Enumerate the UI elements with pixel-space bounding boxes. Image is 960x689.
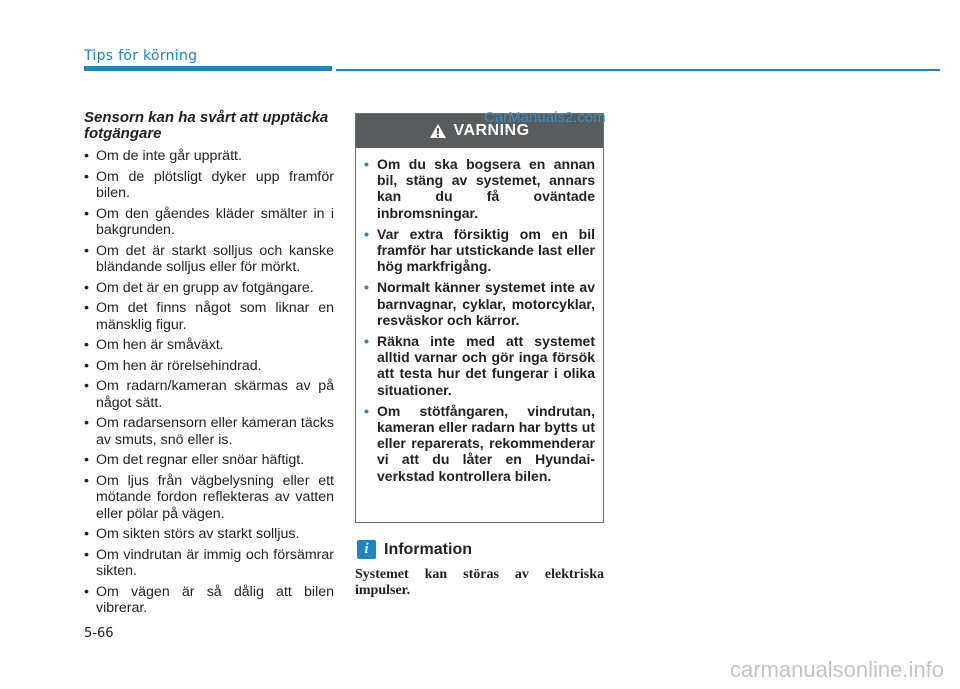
page-number: 5-66 bbox=[84, 626, 114, 641]
warning-list bbox=[356, 148, 603, 484]
header-rule-thin bbox=[336, 69, 940, 71]
list-item: • Om hen är småväxt. bbox=[84, 337, 334, 354]
information-title: Information bbox=[384, 540, 472, 558]
left-column bbox=[84, 110, 334, 621]
list-item: • Om det finns något som liknar en mänsklig figur. bbox=[84, 300, 334, 333]
information-text: Systemet kan störas av elektriska impulser. bbox=[355, 567, 604, 598]
warning-item: • Normalt känner systemet inte av barnvagnar, cyklar, motorcyklar, resväskor och kärror. bbox=[364, 279, 595, 328]
list-item: • Om hen är rörelsehindrad. bbox=[84, 358, 334, 375]
warning-title: VARNING bbox=[453, 122, 530, 139]
warning-item: • Om du ska bogsera en annan bil, stäng av systemet, annars kan du få oväntade inbromsningar. bbox=[364, 156, 595, 221]
list-item: • Om ljus från vägbelysning eller ett mötande fordon reflekteras av vatten eller pölar på vägen. bbox=[84, 473, 334, 523]
list-item: • Om de plötsligt dyker upp framför bilen. bbox=[84, 169, 334, 202]
list-item: • Om det regnar eller snöar häftigt. bbox=[84, 452, 334, 469]
list-item: • Om radarn/kameran skärmas av på något sätt. bbox=[84, 378, 334, 411]
list-item: • Om det är en grupp av fotgängare. bbox=[84, 280, 334, 297]
information-header bbox=[357, 540, 472, 559]
list-item: • Om vägen är så dålig att bilen vibrerar. bbox=[84, 584, 334, 617]
list-item: • Om de inte går upprätt. bbox=[84, 148, 334, 165]
section-title: Tips för körning bbox=[84, 48, 198, 64]
warning-item: • Var extra försiktig om en bil framför har utstickande last eller hög markfrigång. bbox=[364, 226, 595, 275]
info-icon: i bbox=[357, 540, 376, 559]
warning-item: • Räkna inte med att systemet alltid varnar och gör inga försök att testa hur det fungerar i olika situationer. bbox=[364, 333, 595, 398]
list-item: • Om sikten störs av starkt solljus. bbox=[84, 526, 334, 543]
list-item: • Om vindrutan är immig och försämrar sikten. bbox=[84, 547, 334, 580]
pedestrian-conditions-list bbox=[84, 148, 334, 617]
watermark-top: CarManuals2.com bbox=[484, 109, 606, 126]
warning-box bbox=[355, 113, 604, 523]
watermark-bottom: carmanualsonline.info bbox=[729, 657, 944, 682]
warning-triangle-icon bbox=[429, 123, 447, 139]
list-item: • Om den gåendes kläder smälter in i bakgrunden. bbox=[84, 206, 334, 239]
pedestrian-heading: Sensorn kan ha svårt att upptäcka fotgängare bbox=[84, 109, 329, 142]
list-item: • Om radarsensorn eller kameran täcks av smuts, snö eller is. bbox=[84, 415, 334, 448]
list-item: • Om det är starkt solljus och kanske bländande solljus eller för mörkt. bbox=[84, 243, 334, 276]
header-rule-thick bbox=[84, 66, 332, 71]
warning-item: • Om stötfångaren, vindrutan, kameran eller radarn har bytts ut eller reparerats, rekommenderar vi att du låter en Hyundai-verkstad kontrollera bilen. bbox=[364, 403, 595, 484]
